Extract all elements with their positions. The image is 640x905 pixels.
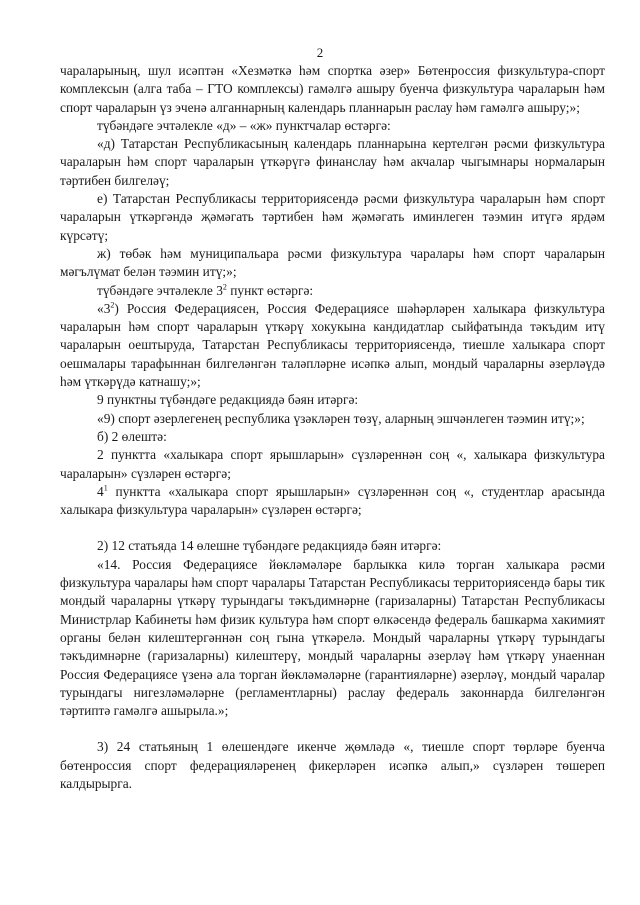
paragraph-continuation: чараларының, шул исәптән «Хезмәткә һәм спортка әзер» Бөтенроссия физкультура-спорт комплексын (алга таба – ГТО комплексы) гамәлгә ашыру буенча физкультура чараларын һәм спорт чараларын үз эченә алганнарның календарь планнарын раслау һәм гамәлгә ашыру;»; bbox=[60, 63, 605, 115]
page-number: 2 bbox=[316, 45, 324, 60]
text-segment: түбәндәге эчтәлекле 3 bbox=[97, 282, 223, 298]
paragraph-article-12: 2) 12 статьяда 14 өлешне түбәндәге редакциядә бәян итәргә: bbox=[97, 538, 442, 554]
text-segment: ) Россия Федерациясен, Россия Федерациясе шәһәрләрен халыкара физкультура чараларын һәм спорт чараларын үткәрү хокукына кандидатлар сыйфатында тәкъдим итү чараларын оештыруда, Татарстан Республикасы территориясендә, тиешле халыкара спорт оешмалары тарафыннан билгеләнгән таләпләрне исәпкә алып, мондый чараларны әзерләүдә һәм үткәрүдә катнашу;»; bbox=[60, 300, 605, 390]
paragraph-add-item-3-2 bbox=[60, 282, 605, 300]
paragraph-part-14: «14. Россия Федерациясе йөкләмәләре барлыкка килә торган халыкара рәсми физкультура чаралары һәм спорт чаралары Татарстан Республикасы территориясендә бары тик мондый чараларны үткәрү турындагы тәкъдимнәрне (гаризаларны) Татарстан Республикасы Министрлар Кабинеты һәм физик культура һәм спорт өлкәсендә федераль башкарма хакимият органы белән килештергәннән соң гына үткәрелә. Мондый чараларны үткәрү турындагы тәкъдимнәрне (гаризаларны) килештерү, мондый чараларны әзерләү һәм үткәрү унаеннан Россия Федерациясе үзенә ала торган йөкләмәләрне (гарантияләрне) әзерләү, мондый чаралар турындагы нигезләмәләрне (регламентларны) раслау федераль законнарда билгеләнгән тәртиптә гамәлгә ашырыла.»; bbox=[60, 556, 605, 719]
paragraph-item-9-intro: 9 пунктны түбәндәге редакциядә бәян итәргә: bbox=[97, 392, 359, 408]
text-segment: пунктта «халыкара спорт ярышларын» сүзләреннән соң «, студентлар арасында халыкара физкультура чараларын» сүзләрен өстәргә; bbox=[60, 483, 605, 518]
superscript: 1 bbox=[103, 483, 108, 493]
paragraph-item-e: е) Татарстан Республикасы территориясендә рәсми физкультура чараларын һәм спорт чараларын үткәргәндә җәмәгать тәртибен һәм җәмәгать иминлеген тәэмин итүгә ярдәм күрсәтү; bbox=[60, 191, 605, 243]
text-segment: «3 bbox=[97, 300, 111, 316]
superscript: 2 bbox=[110, 300, 115, 310]
paragraph-item-d: «д) Татарстан Республикасының календарь планнарына кертелгән рәсми физкультура чараларын һәм спорт чараларын үткәрүгә финанслау һәм акчалар чыгымнары нормаларын тәртибен билгеләү; bbox=[60, 136, 605, 188]
paragraph-item-9: «9) спорт әзерлегенең республика үзәкләрен төзү, аларның эшчәнлеген тәэмин итү;»; bbox=[97, 410, 585, 426]
document-body bbox=[60, 62, 605, 793]
paragraph-point-4-1 bbox=[60, 483, 605, 520]
text-segment: 4 bbox=[97, 483, 104, 499]
paragraph-article-24: 3) 24 статьяның 1 өлешендәге икенче җөмләдә «, тиешле спорт төрләре буенча бөтенроссия спорт федерацияләренең фикерләрен исәпкә алып,» сүзләрен төшереп калдырырга. bbox=[60, 739, 605, 791]
spacer bbox=[60, 519, 605, 537]
paragraph-part-2: б) 2 өлештә: bbox=[97, 428, 167, 444]
paragraph-add-subitems: түбәндәге эчтәлекле «д» – «ж» пунктчалар өстәргә: bbox=[97, 117, 391, 133]
paragraph-item-zh: ж) төбәк һәм муниципальара рәсми физкультура чаралары һәм спорт чараларын мәгълүмат белән тәэмин итү;»; bbox=[60, 245, 605, 280]
spacer bbox=[60, 720, 605, 738]
paragraph-item-3-2 bbox=[60, 300, 605, 391]
paragraph-point-2: 2 пунктта «халыкара спорт ярышларын» сүзләреннән соң «, халыкара физкультура чараларын» сүзләрен өстәргә; bbox=[60, 447, 605, 481]
text-segment: пункт өстәргә: bbox=[226, 282, 314, 298]
superscript: 2 bbox=[222, 282, 227, 292]
